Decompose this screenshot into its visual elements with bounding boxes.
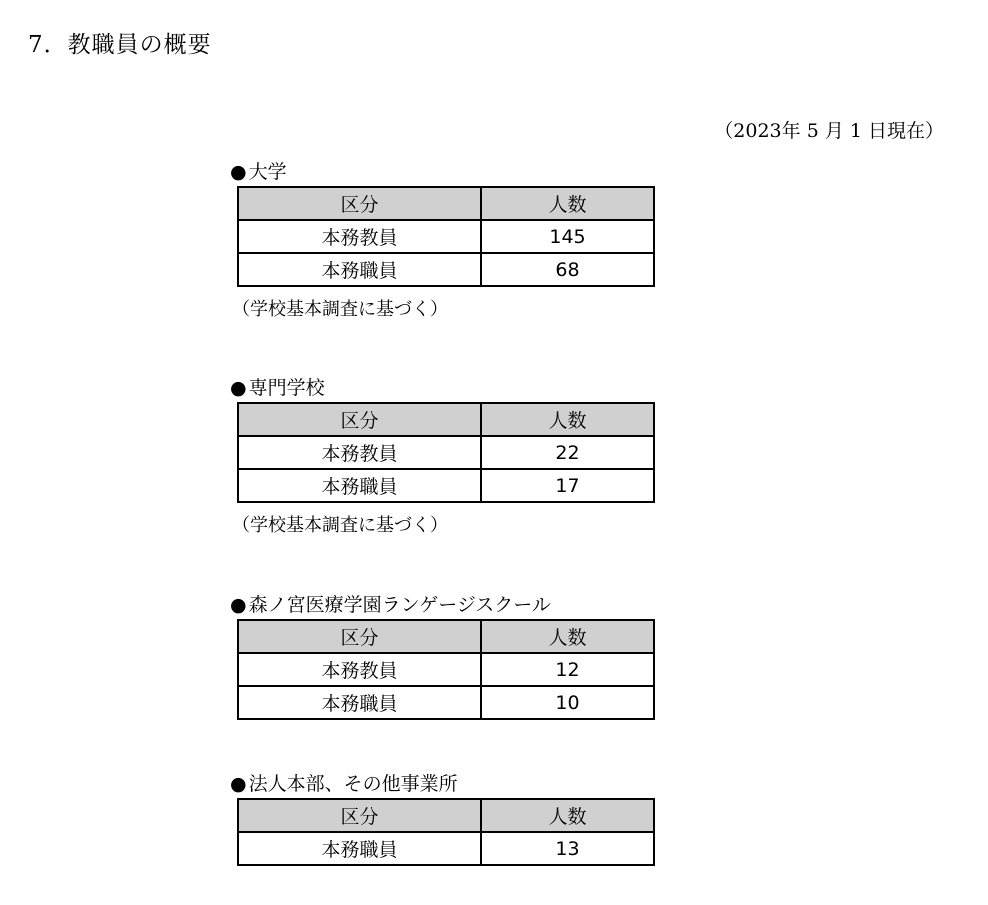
section-heading — [230, 374, 655, 402]
section-heading-text: 専門学校 — [248, 377, 325, 399]
bullet-icon: ● — [230, 161, 247, 183]
section-heading — [230, 770, 655, 798]
table-header-row — [238, 187, 654, 220]
staff-table — [237, 402, 655, 503]
row-count: 145 — [481, 220, 654, 253]
column-header-category: 区分 — [238, 620, 481, 653]
table-row — [238, 469, 654, 502]
staff-table — [237, 619, 655, 720]
table-row — [238, 653, 654, 686]
section-university — [230, 158, 655, 321]
table-header-row — [238, 403, 654, 436]
table-row — [238, 832, 654, 865]
section-vocational-school — [230, 374, 655, 537]
row-label: 本務職員 — [238, 832, 481, 865]
table-row — [238, 220, 654, 253]
table-row — [238, 686, 654, 719]
column-header-count: 人数 — [481, 403, 654, 436]
column-header-category: 区分 — [238, 403, 481, 436]
section-heading — [230, 591, 655, 619]
staff-table — [237, 186, 655, 287]
source-note: （学校基本調査に基づく） — [232, 515, 448, 536]
row-count: 22 — [481, 436, 654, 469]
table-header-row — [238, 799, 654, 832]
row-label: 本務教員 — [238, 220, 481, 253]
row-label: 本務職員 — [238, 686, 481, 719]
page-title: 7．教職員の概要 — [28, 32, 212, 58]
staff-table — [237, 798, 655, 866]
row-count: 10 — [481, 686, 654, 719]
row-count: 17 — [481, 469, 654, 502]
section-headquarters — [230, 770, 655, 866]
row-count: 13 — [481, 832, 654, 865]
column-header-count: 人数 — [481, 187, 654, 220]
column-header-category: 区分 — [238, 799, 481, 832]
column-header-count: 人数 — [481, 620, 654, 653]
row-count: 68 — [481, 253, 654, 286]
bullet-icon: ● — [230, 594, 247, 616]
section-language-school — [230, 591, 655, 720]
row-label: 本務職員 — [238, 253, 481, 286]
row-label: 本務職員 — [238, 469, 481, 502]
column-header-count: 人数 — [481, 799, 654, 832]
bullet-icon: ● — [230, 773, 247, 795]
as-of-date: （2023年 5 月 1 日現在） — [714, 120, 944, 142]
bullet-icon: ● — [230, 377, 247, 399]
table-header-row — [238, 620, 654, 653]
section-heading — [230, 158, 655, 186]
row-count: 12 — [481, 653, 654, 686]
section-heading-text: 大学 — [248, 161, 287, 183]
source-note: （学校基本調査に基づく） — [232, 299, 448, 320]
table-row — [238, 436, 654, 469]
section-heading-text: 森ノ宮医療学園ランゲージスクール — [248, 594, 551, 616]
section-heading-text: 法人本部、その他事業所 — [248, 773, 458, 795]
table-row — [238, 253, 654, 286]
row-label: 本務教員 — [238, 436, 481, 469]
column-header-category: 区分 — [238, 187, 481, 220]
row-label: 本務教員 — [238, 653, 481, 686]
